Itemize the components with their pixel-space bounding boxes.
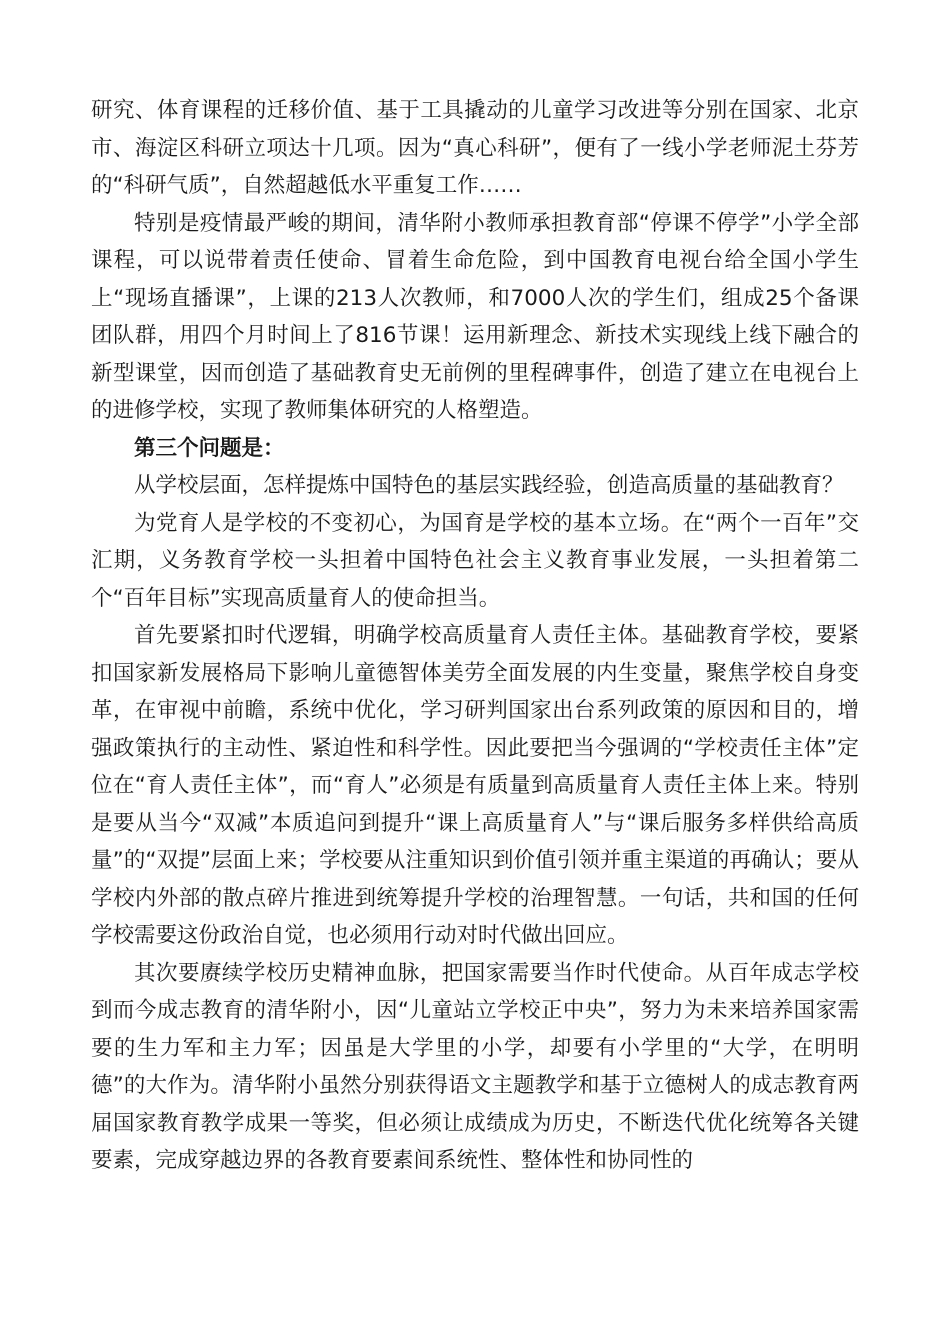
paragraph-continuation: 研究、体育课程的迁移价值、基于工具撬动的儿童学习改进等分别在国家、北京市、海淀区科研立项达十几项。因为“真心科研”，便有了一线小学老师泥土芬芳的“科研气质”，自然超越低水平重复工作…… <box>91 98 859 198</box>
paragraph-pandemic: 特别是疫情最严峻的期间，清华附小教师承担教育部“停课不停学”小学全部课程，可以说带着责任使命、冒着生命危险，到中国教育电视台给全国小学生上“现场直播课”，上课的213人次教师，和7000人次的学生们，组成25个备课团队群，用四个月时间上了816节课！运用新理念、新技术实现线上线下融合的新型课堂，因而创造了基础教育史无前例的里程碑事件，创造了建立在电视台上的进修学校，实现了教师集体研究的人格塑造。 <box>91 210 859 423</box>
paragraph-mission: 为党育人是学校的不变初心，为国育是学校的基本立场。在“两个一百年”交汇期，义务教育学校一头担着中国特色社会主义教育事业发展，一头担着第二个“百年目标”实现高质量育人的使命担当。 <box>91 510 859 611</box>
paragraph-question: 从学校层面，怎样提炼中国特色的基层实践经验，创造高质量的基础教育？ <box>134 473 844 498</box>
paragraph-first-point: 首先要紧扣时代逻辑，明确学校高质量育人责任主体。基础教育学校，要紧扣国家新发展格局下影响儿童德智体美劳全面发展的内生变量，聚焦学校自身变革，在审视中前瞻，系统中优化，学习研判国家出台系列政策的原因和目的，增强政策执行的主动性、紧迫性和科学性。因此要把当今强调的“学校责任主体”定位在“育人责任主体”，而“育人”必须是有质量到高质量育人责任主体上来。特别是要从当今“双减”本质追问到提升“课上高质量育人”与“课后服务多样供给高质量”的“双提”层面上来；学校要从注重知识到价值引领并重主渠道的再确认；要从学校内外部的散点碎片推进到统筹提升学校的治理智慧。一句话，共和国的任何学校需要这份政治自觉，也必须用行动对时代做出回应。 <box>91 623 859 948</box>
section-heading: 第三个问题是： <box>134 435 285 461</box>
document-body <box>91 92 859 1180</box>
paragraph-second-point: 其次要赓续学校历史精神血脉，把国家需要当作时代使命。从百年成志学校到而今成志教育的清华附小，因“儿童站立学校正中央”，努力为未来培养国家需要的生力军和主力军；因虽是大学里的小学，却要有小学里的“大学，在明明德”的大作为。清华附小虽然分别获得语文主题教学和基于立德树人的成志教育两届国家教育教学成果一等奖，但必须让成绩成为历史，不断迭代优化统筹各关键要素，完成穿越边界的各教育要素间系统性、整体性和协同性的 <box>91 960 859 1173</box>
